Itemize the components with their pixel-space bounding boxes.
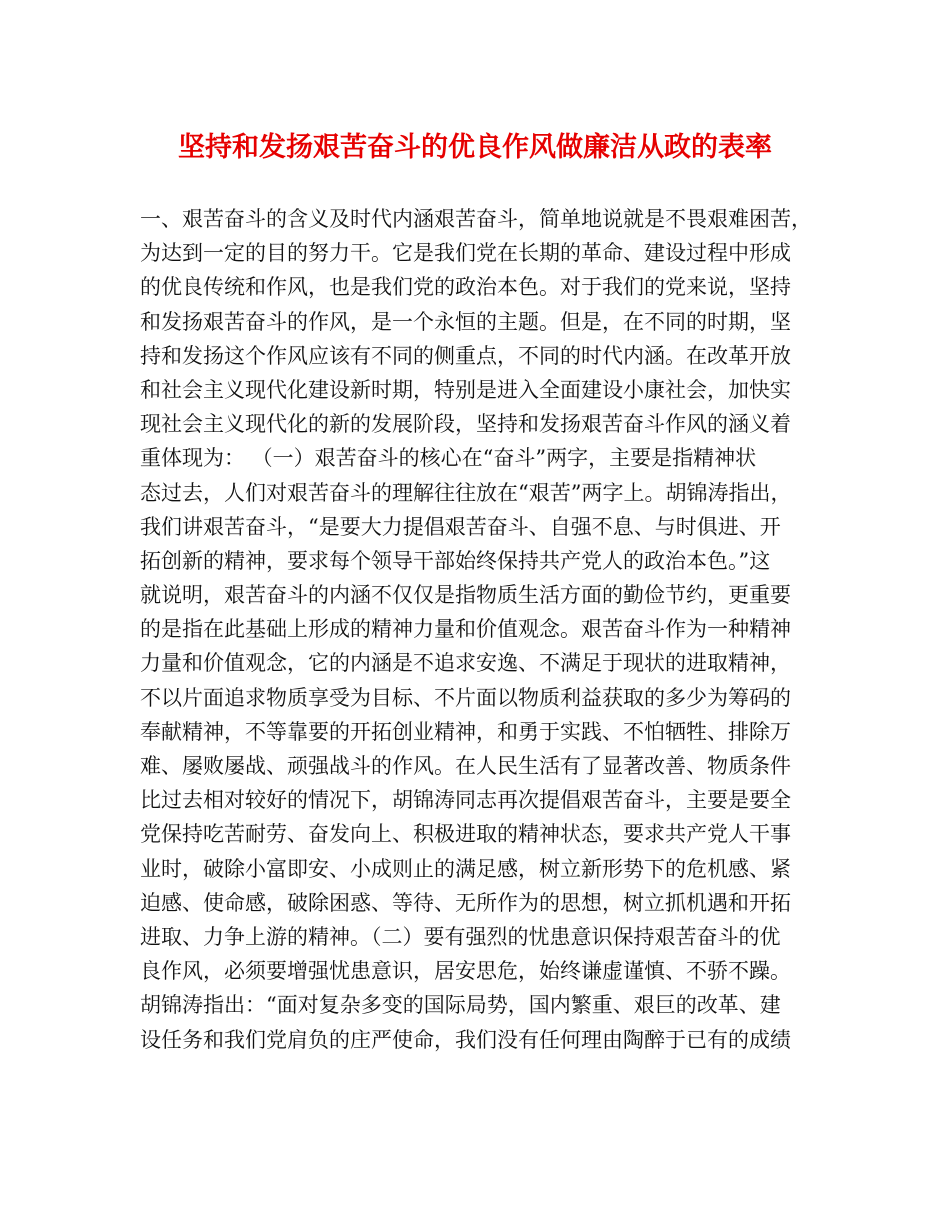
body-line: 重体现为： （一）艰苦奋斗的核心在“奋斗”两字，主要是指精神状 [140, 446, 757, 471]
body-line: 和社会主义现代化建设新时期，特别是进入全面建设小康社会，加快实 [140, 377, 791, 402]
document-body [140, 202, 820, 1057]
body-line: 党保持吃苦耐劳、奋发向上、积极进取的精神状态，要求共产党人干事 [140, 822, 791, 847]
body-line: 良作风，必须要增强忧患意识，居安思危，始终谦虚谨慎、不骄不躁。 [140, 959, 791, 984]
body-line: 为达到一定的目的努力干。它是我们党在长期的革命、建设过程中形成 [140, 241, 791, 266]
body-line: 胡锦涛指出：“面对复杂多变的国际局势，国内繁重、艰巨的改革、建 [140, 993, 781, 1018]
body-line: 设任务和我们党肩负的庄严使命，我们没有任何理由陶醉于已有的成绩 [140, 1027, 791, 1052]
document-title: 坚持和发扬艰苦奋斗的优良作风做廉洁从政的表率 [178, 132, 772, 163]
body-line: 和发扬艰苦奋斗的作风，是一个永恒的主题。但是，在不同的时期，坚 [140, 309, 791, 334]
body-line: 的优良传统和作风，也是我们党的政治本色。对于我们的党来说，坚持 [140, 275, 791, 300]
body-line: 力量和价值观念，它的内涵是不追求安逸、不满足于现状的进取精神， [140, 651, 791, 676]
body-line: 难、屡败屡战、顽强战斗的作风。在人民生活有了显著改善、物质条件 [140, 754, 791, 778]
body-line: 态过去，人们对艰苦奋斗的理解往往放在“艰苦”两字上。胡锦涛指出， [140, 480, 792, 505]
body-line: 就说明，艰苦奋斗的内涵不仅仅是指物质生活方面的勤俭节约，更重要 [140, 583, 791, 608]
body-line: 进取、力争上游的精神。（二）要有强烈的忧患意识保持艰苦奋斗的优 [140, 924, 781, 949]
body-line: 迫感、使命感，破除困惑、等待、无所作为的思想，树立抓机遇和开拓 [140, 890, 791, 915]
body-line: 业时，破除小富即安、小成则止的满足感，树立新形势下的危机感、紧 [140, 856, 791, 881]
body-line: 的是指在此基础上形成的精神力量和价值观念。艰苦奋斗作为一种精神 [140, 617, 791, 642]
body-line: 不以片面追求物质享受为目标、不片面以物质利益获取的多少为筹码的 [140, 685, 791, 710]
body-line: 我们讲艰苦奋斗，“是要大力提倡艰苦奋斗、自强不息、与时俱进、开 [140, 514, 781, 539]
body-line: 现社会主义现代化的新的发展阶段，坚持和发扬艰苦奋斗作风的涵义着 [140, 412, 791, 437]
body-line: 持和发扬这个作风应该有不同的侧重点，不同的时代内涵。在改革开放 [140, 343, 791, 368]
body-line: 一、艰苦奋斗的含义及时代内涵艰苦奋斗，简单地说就是不畏艰难困苦， [140, 207, 812, 231]
body-line: 比过去相对较好的情况下，胡锦涛同志再次提倡艰苦奋斗，主要是要全 [140, 788, 791, 813]
body-line: 奉献精神，不等靠要的开拓创业精神，和勇于实践、不怕牺牲、排除万 [140, 719, 791, 744]
body-line: 拓创新的精神，要求每个领导干部始终保持共产党人的政治本色。”这 [140, 548, 771, 573]
